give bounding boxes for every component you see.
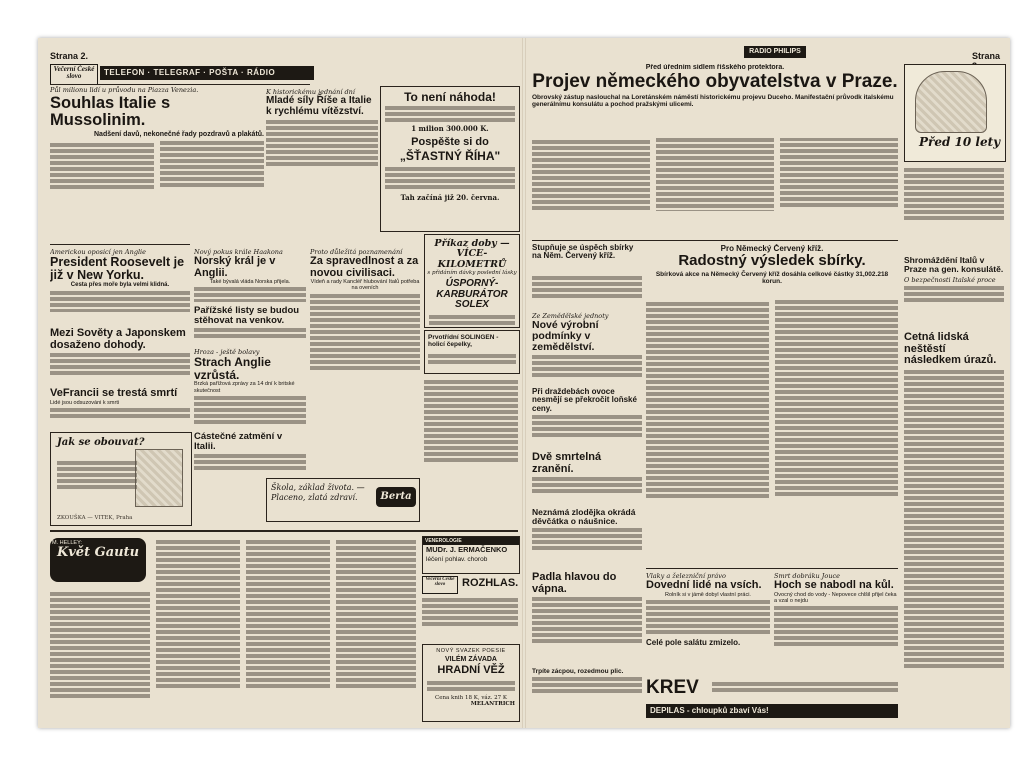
column-title: Před 10 lety [919, 135, 1001, 149]
ad-stesteny: „ŠŤASTNÝ ŘÍHA" [399, 149, 501, 164]
headline: Souhlas Italie s Mussolinim. [50, 94, 171, 130]
article-mlade-sily [266, 88, 378, 188]
article-zatmeni [194, 432, 306, 472]
headline: VeFrancii se trestá smrtí [50, 388, 178, 399]
headline: Mladé síly Říše a Italie k rychlému vítězství. [266, 95, 372, 117]
ad-doctor: MUDr. J. ERMAČENKO [426, 545, 508, 554]
serial-kvet-gautu [50, 538, 150, 584]
article-dovedni [646, 572, 770, 672]
article-drazdeb [532, 388, 642, 448]
article-radostny [646, 244, 898, 296]
article-vyrobni [532, 312, 642, 378]
article-radostny-body [646, 300, 898, 562]
article-parizske-listy [194, 306, 306, 346]
article-zlodejka [532, 508, 642, 568]
ad-poesie [422, 644, 520, 722]
ad-solex-title: ÚSPORNÝ-KARBURÁTOR SOLEX [436, 278, 508, 311]
headline: Za spravedlnost a za novou civilisaci. [310, 255, 419, 279]
kicker: Americkou oposicí jen Anglie [50, 248, 146, 256]
headline: Neznámá zlodějka okrádá děvčátka o náušnice. [532, 508, 636, 526]
serial-text-3 [246, 538, 330, 720]
kicker: Hroza - ještě bolavy [194, 348, 260, 356]
kicker: Před úředním sídlem říšského protektora. [645, 64, 785, 71]
ad-berta [266, 478, 420, 522]
article-stupnuje [532, 244, 642, 274]
column-pred-10-lety [904, 64, 1006, 162]
kicker: Proto důležitá poznamenání [310, 248, 403, 256]
headline: Shromáždění Italů v Praze na gen. konsulátě. [904, 256, 1004, 274]
kicker: Ze Zemědělské jednoty [532, 312, 609, 320]
headline: Stupňuje se úspěch sbírky na Něm. Červený kříž. [532, 244, 634, 261]
serial-author: M. HELLEY: [52, 540, 82, 546]
ad-signature: ZKOUŠKA — VITEK, Praha [57, 514, 133, 521]
section-banner: TELEFON · TELEGRAF · POŠTA · RÁDIO [100, 66, 314, 80]
subheadline: Sbírková akce na Německý Červený kříž dosáhla celkové částky 31,002.218 korun. [655, 270, 889, 286]
ad-lotto-amount: 1 milion 300.000 K. [411, 123, 489, 133]
portrait-illustration [915, 71, 987, 133]
ad-publisher: MELANTRICH [470, 700, 515, 707]
ad-prikaz: Příkaz doby — VÍCE-KILOMETRŮ [434, 238, 510, 270]
ad-solex [424, 234, 520, 328]
article-mussolini [50, 86, 264, 234]
headline: Hoch se nabodl na kůl. [774, 579, 894, 591]
article-trpite [532, 668, 642, 724]
rozhlas-logo: Večerní České slovo [422, 576, 458, 594]
ad-depilas: DEPILAS - chloupků zbaví Vás! [646, 704, 898, 718]
kicker: O bezpečnosti Italské proce [904, 275, 996, 284]
serial-text-1 [50, 590, 150, 720]
subheadline: Vídeň a rady Kancléř hlubování Italů potřeba na oveních [310, 279, 420, 292]
ad-title: To není náhoda! [404, 90, 496, 104]
ad-title: Jak se obouvat? [57, 437, 145, 448]
page-number-left: Strana 2. [50, 51, 89, 61]
page-left [38, 38, 522, 728]
ad-book-title: HRADNÍ VĚŽ [437, 664, 505, 677]
headline: Dvě smrtelná zranění. [532, 452, 602, 475]
headline-cele-pole: Celé pole salátu zmizelo. [646, 637, 741, 647]
ad-krev: KREV [646, 678, 699, 698]
rozhlas-title: ROZHLAS. [462, 577, 518, 589]
article-roosevelt [50, 248, 190, 312]
headline: Projev německého obyvatelstva v Praze. [532, 71, 898, 92]
subheadline: Rolník si v jámě dobyl vlastní práci. [665, 591, 751, 598]
article-hoch [774, 572, 898, 672]
berta-logo: Berta [376, 487, 416, 507]
headline: Norský král je v Anglii. [194, 255, 276, 279]
serial-text-2 [156, 538, 240, 720]
subheadline: Také bývalá vláda Norska přijela. [209, 279, 291, 286]
ad-service: léčení pohlav. chorob [426, 555, 488, 563]
headline: Nové výrobní podmínky v zemědělství. [532, 319, 599, 354]
article-shromazdeni [904, 256, 1004, 326]
brand-logo: RADIO PHILIPS [744, 46, 806, 58]
headline: Radostný výsledek sbírky. [678, 252, 866, 270]
subheadline: Nadšení davů, nekonečné řady pozdravů a plakátů. [94, 130, 264, 138]
ad-pospeste: Pospěšte si do [411, 135, 489, 148]
ad-text: Prvotřídní SOLINGEN - holicí čepelky, [428, 334, 499, 349]
headline: Pařížské listy se budou stěhovat na venkov. [194, 306, 300, 326]
ad-krev-depilas [646, 678, 898, 724]
ad-kicker: NOVÝ SVAZEK POESIE [436, 648, 506, 654]
article-norsky-kral [194, 248, 306, 302]
section-rozhlas [422, 576, 518, 640]
subheadline: Ovocný chod do vody - Nepovece chlšil přijel čeka a vzal o nejdu [774, 591, 897, 604]
ad-footer: Tah začíná již 20. června. [400, 192, 500, 202]
page-number-right: Strana [972, 51, 1001, 61]
subheadline: Obrovský zástup naslouchal na Loretánském náměstí historickému projevu Duceho. Manifestační průvodk italskému generálnímu konsulátu a pochod pražskými ulicemi. [532, 93, 894, 109]
subheadline: Cesta přes moře byla velmi klidná. [70, 282, 170, 289]
article-sovety [50, 328, 190, 384]
body-text [50, 141, 264, 199]
kicker: K historickému jednání dní [266, 88, 355, 96]
article-projev [532, 64, 898, 136]
article-zraneni [532, 452, 642, 496]
headline: Mezi Sověty a Japonskem dosaženo dohody. [50, 328, 186, 351]
article-francie [50, 388, 190, 428]
kicker: Nový pokus krále Haakona [194, 248, 283, 256]
headline: Strach Anglie vzrůstá. [194, 355, 271, 382]
serial-text-4 [336, 538, 416, 720]
headline: Částečné zatmění v Italii. [194, 432, 283, 452]
ad-price: Cena knih 18 K, váz. 27 K [435, 694, 507, 701]
headline: Při draždebách ovoce nesmějí se překročit loňské ceny. [532, 388, 637, 413]
article-projev-body [532, 138, 898, 236]
article-strach-anglie [194, 348, 306, 426]
ad-ermacenko [422, 536, 520, 574]
masthead-logo: Večerní České slovo [50, 64, 98, 85]
ad-text: Škola, základ života. — Placeno, zlatá zdraví. [271, 483, 365, 502]
subheadline: Lidé jsou odsuzováni k smrti [50, 399, 120, 406]
newspaper-spread [38, 38, 1010, 728]
headline: Dovední lidé na vsích. [646, 579, 762, 591]
article-filler-right [424, 378, 518, 528]
subheadline: Brzká pařížová zprávy za 14 dní k britské skutečnost [194, 381, 295, 394]
article-cetna [904, 332, 1004, 724]
ad-solingen [424, 330, 520, 374]
ad-category: VENEROLOGIE [423, 537, 519, 545]
headline: Četná lidská neštěstí následkem úrazů. [904, 332, 997, 367]
article-spravedlnost [310, 248, 420, 428]
ad-nahoda [380, 86, 520, 232]
kicker: Smrt dobráku Jouce [774, 572, 841, 580]
kicker: Pro Německý Červený kříž. [720, 244, 824, 253]
ad-obouvat [50, 432, 192, 526]
article-padla [532, 572, 642, 662]
headline: President Roosevelt je již v New Yorku. [50, 255, 185, 283]
kicker: Půl milionu lidí u průvodu na Piazza Venezia. [50, 86, 199, 94]
ad-prikaz-sub: s přidáním dávky poslední lásky [427, 270, 517, 277]
ad-author: VILÉM ZÁVADA [445, 656, 497, 663]
serial-title: Květ Gautu [56, 545, 140, 560]
shoe-illustration [135, 449, 183, 507]
headline: Trpíte zácpou, rozedmou plic. [532, 668, 624, 675]
page-right [526, 38, 1010, 728]
kicker: Vlaky a železniční právo [646, 572, 726, 580]
headline: Padla hlavou do vápna. [532, 572, 617, 595]
